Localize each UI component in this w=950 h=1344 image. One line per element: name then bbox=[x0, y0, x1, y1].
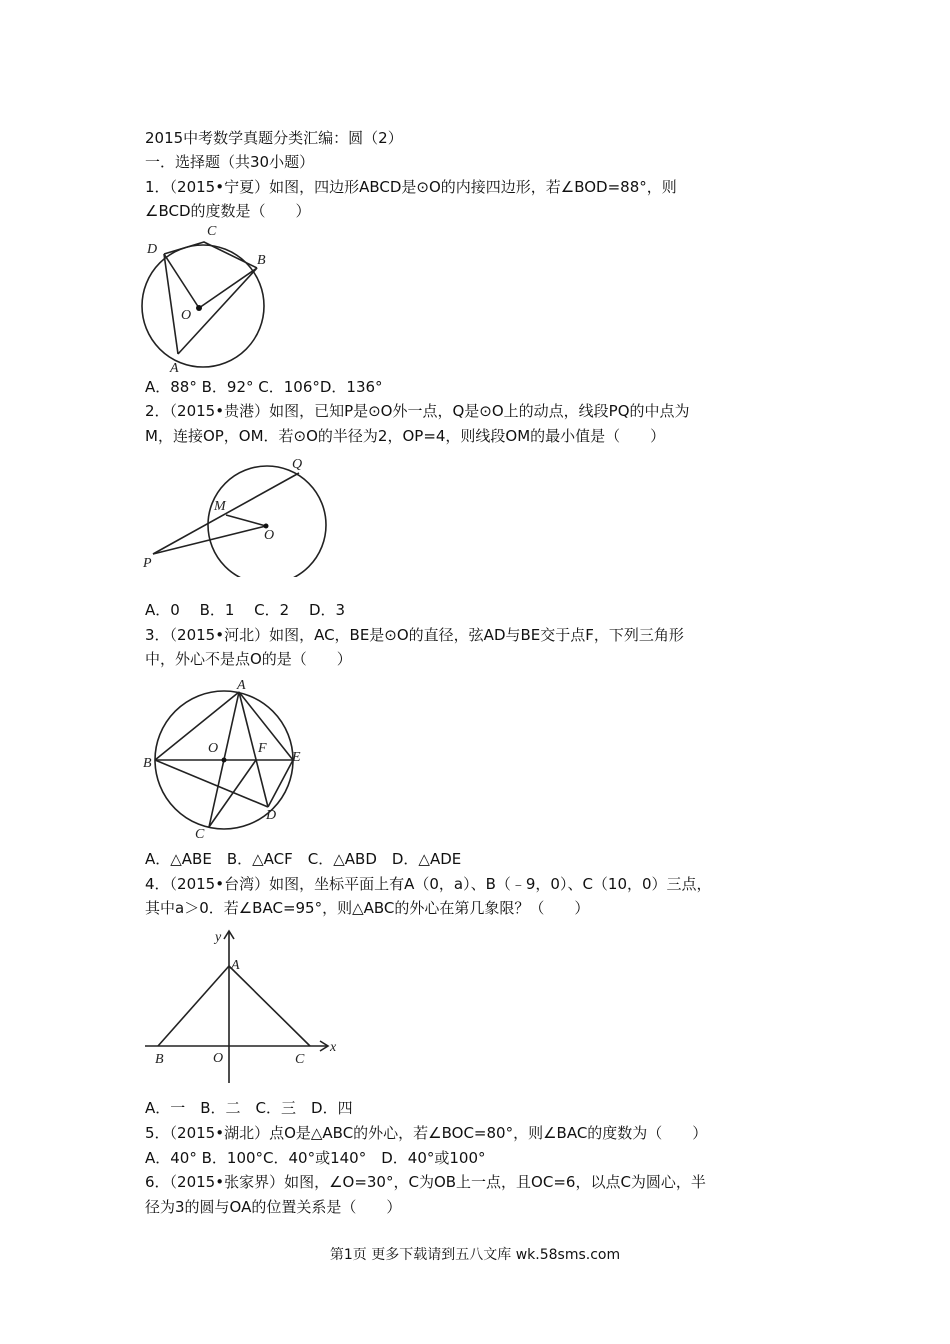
figure-q2-circle-with-external-point bbox=[140, 452, 335, 577]
doc-title: 2015中考数学真题分类汇编：圆（2） bbox=[145, 129, 403, 147]
figure-q1-cyclic-quadrilateral bbox=[140, 218, 275, 378]
segment-od bbox=[164, 254, 199, 308]
label-o: O bbox=[181, 308, 192, 323]
label-c: C bbox=[207, 224, 217, 239]
figure-q3-two-diameters bbox=[140, 676, 310, 844]
question-5-options: A．40° B．100°C．40°或140° D．40°或100° bbox=[145, 1149, 486, 1167]
center-dot bbox=[222, 758, 227, 763]
label-b: B bbox=[257, 253, 266, 268]
label-o: O bbox=[264, 528, 275, 543]
center-dot bbox=[196, 305, 202, 311]
page-footer: 第1页 更多下载请到五八文库 wk.58sms.com bbox=[329, 1247, 621, 1263]
question-4-options: A．一 B．二 C．三 D．四 bbox=[145, 1099, 353, 1117]
question-text: （2015•宁夏）如图，四边形ABCD是⊙O的内接四边形，若∠BOD=88°，则 bbox=[169, 178, 677, 196]
question-number: 6． bbox=[145, 1173, 170, 1191]
question-2-line-2: M，连接OP，OM．若⊙O的半径为2，OP=4，则线段OM的最小值是（ ） bbox=[145, 427, 666, 445]
label-d: D bbox=[147, 242, 158, 257]
question-3-line-2: 中，外心不是点O的是（ ） bbox=[145, 650, 352, 668]
label-q: Q bbox=[292, 457, 303, 472]
question-text: （2015•贵港）如图，已知P是⊙O外一点，Q是⊙O上的动点，线段PQ的中点为 bbox=[169, 402, 690, 420]
figure-q4-coordinate-triangle bbox=[140, 925, 350, 1090]
question-2-line-1 bbox=[145, 401, 690, 421]
question-text: （2015•张家界）如图，∠O=30°，C为OB上一点，且OC=6，以点C为圆心，半 bbox=[169, 1173, 706, 1191]
segment-ac bbox=[229, 966, 310, 1046]
segment-da bbox=[164, 254, 178, 354]
question-5-line-1 bbox=[145, 1123, 707, 1143]
label-a: A bbox=[170, 361, 179, 376]
circle-o bbox=[208, 466, 326, 577]
question-6-line-2: 径为3的圆与OA的位置关系是（ ） bbox=[145, 1198, 402, 1216]
question-text: （2015•湖北）点O是△ABC的外心，若∠BOC=80°，则∠BAC的度数为（ ） bbox=[169, 1124, 708, 1142]
label-e: E bbox=[292, 750, 301, 765]
question-text: （2015•河北）如图，AC，BE是⊙O的直径，弦AD与BE交于点F，下列三角形 bbox=[169, 626, 684, 644]
label-f: F bbox=[258, 741, 267, 756]
label-c: C bbox=[295, 1052, 305, 1067]
question-number: 3． bbox=[145, 626, 170, 644]
question-number: 1． bbox=[145, 178, 170, 196]
segment-ob bbox=[199, 268, 257, 308]
question-1-options: A．88° B．92° C．106°D．136° bbox=[145, 378, 383, 396]
label-y: y bbox=[215, 930, 222, 945]
section-heading: 一．选择题（共30小题） bbox=[145, 153, 315, 171]
question-1-line-2: ∠BCD的度数是（ ） bbox=[145, 202, 311, 220]
label-o: O bbox=[213, 1051, 224, 1066]
segment-mo bbox=[226, 515, 266, 526]
label-o: O bbox=[208, 741, 219, 756]
question-1-line-1 bbox=[145, 177, 677, 197]
label-p: P bbox=[143, 556, 152, 571]
question-4-line-1 bbox=[145, 874, 712, 894]
quadrilateral bbox=[164, 242, 257, 268]
question-2-options: A．0 B．1 C．2 D．3 bbox=[145, 601, 346, 619]
label-a: A bbox=[231, 958, 240, 973]
question-number: 4． bbox=[145, 875, 170, 893]
question-4-line-2: 其中a＞0．若∠BAC=95°，则△ABC的外心在第几象限？（ ） bbox=[145, 899, 590, 917]
question-6-line-1 bbox=[145, 1172, 706, 1192]
segment-po bbox=[153, 526, 266, 554]
label-d: D bbox=[266, 808, 277, 823]
label-x: x bbox=[330, 1040, 337, 1055]
question-text: （2015•台湾）如图，坐标平面上有A（0，a）、B（﹣9，0）、C（10，0）三点， bbox=[169, 875, 712, 893]
question-number: 5． bbox=[145, 1124, 170, 1142]
label-b: B bbox=[143, 756, 152, 771]
label-a: A bbox=[237, 678, 246, 693]
question-3-options: A．△ABE B．△ACF C．△ABD D．△ADE bbox=[145, 850, 462, 868]
segment-pq bbox=[153, 473, 299, 554]
label-b: B bbox=[155, 1052, 164, 1067]
question-number: 2． bbox=[145, 402, 170, 420]
label-c: C bbox=[195, 827, 205, 842]
question-3-line-1 bbox=[145, 625, 684, 645]
label-m: M bbox=[214, 499, 226, 514]
segment-ab bbox=[158, 966, 229, 1046]
